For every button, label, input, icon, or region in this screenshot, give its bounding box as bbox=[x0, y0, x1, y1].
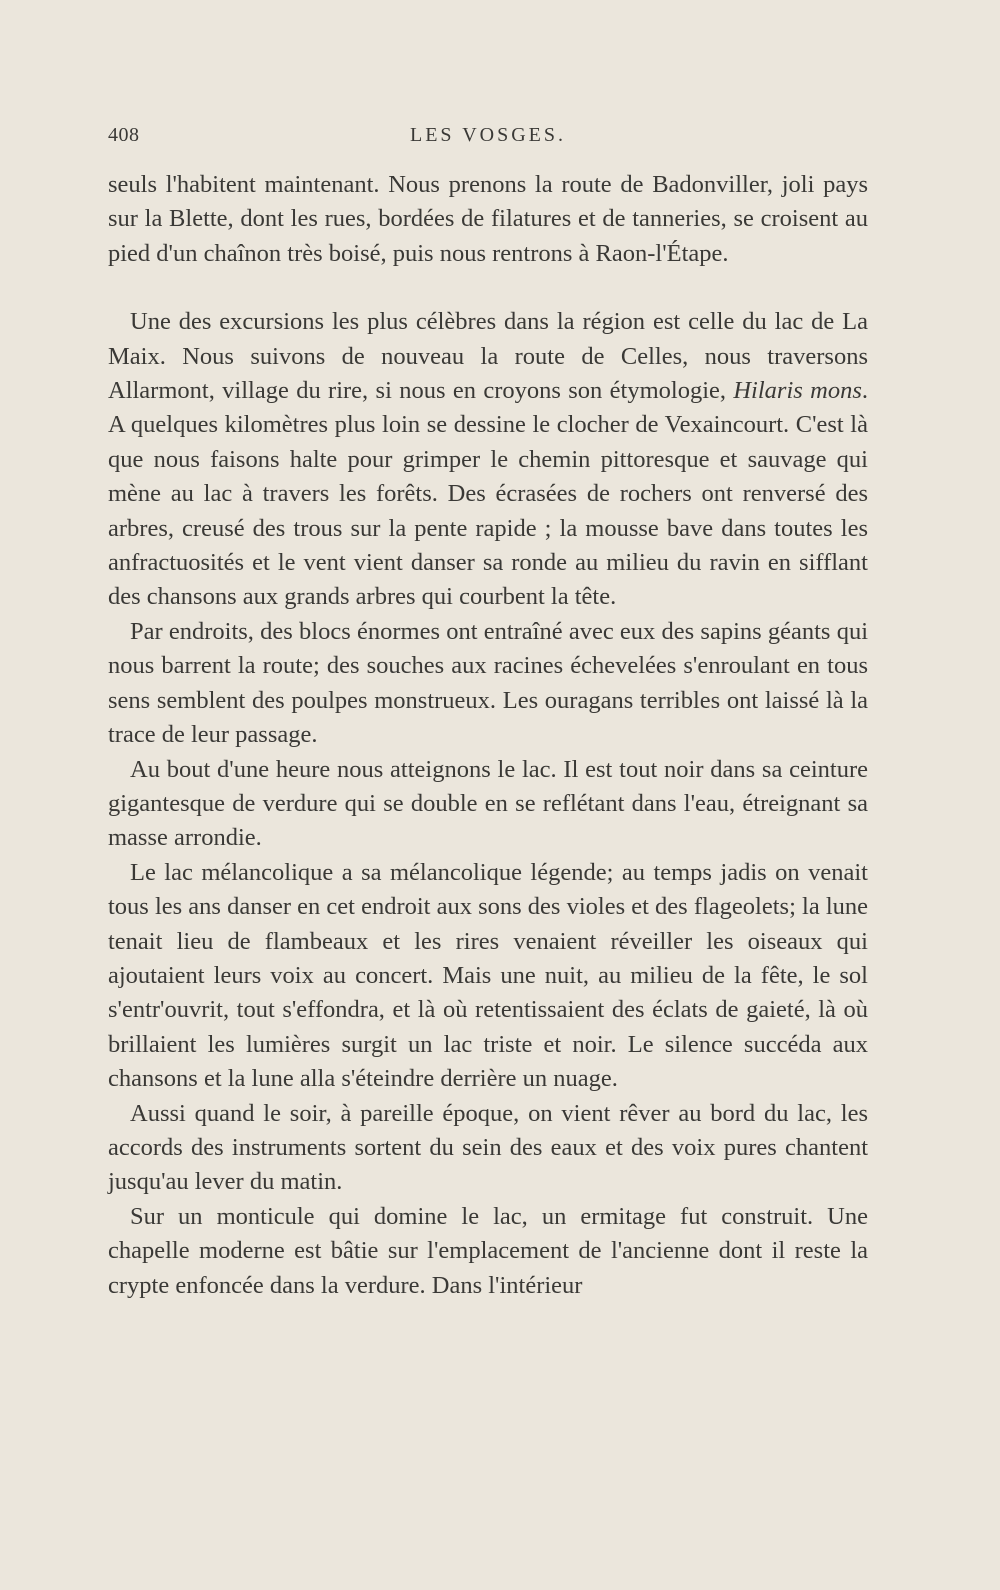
paragraph-2-after: . A quelques kilomètres plus loin se dessine le clocher de Vexaincourt. C'est là que nous faisons halte pour grimper le chemin pittoresque et sauvage qui mène au lac à travers les forêts. Des écrasées de rochers ont renversé des arbres, creusé des trous sur la pente rapide ; la mousse bave dans toutes les anfractuosités et le vent vient danser sa ronde au milieu du ravin en sifflant des chansons aux grands arbres qui courbent la tête. bbox=[108, 377, 868, 611]
paragraph-1: seuls l'habitent maintenant. Nous prenons la route de Badonviller, joli pays sur la Blette, dont les rues, bordées de filatures et de tanneries, se croisent au pied d'un chaînon très boisé, puis nous rentrons à Raon-l'Étape. bbox=[108, 171, 868, 267]
body-text bbox=[108, 168, 868, 1303]
page-header bbox=[108, 124, 868, 154]
paragraph-5: Le lac mélancolique a sa mélancolique légende; au temps jadis on venait tous les ans danser en cet endroit aux sons des violes et des flageolets; la lune tenait lieu de flambeaux et les rires venaient réveiller les oiseaux qui ajoutaient leurs voix au concert. Mais une nuit, au milieu de la fête, le sol s'entr'ouvrit, tout s'effondra, et là où retentissaient des éclats de gaieté, là où brillaient les lumières surgit un lac triste et noir. Le silence succéda aux chansons et la lune alla s'éteindre derrière un nuage. bbox=[108, 858, 868, 1093]
paragraph-2-before: Une des excursions les plus célèbres dans la région est celle du lac de La Maix. Nous suivons de nouveau la route de Celles, nous traversons Allarmont, village du rire, si nous en croyons son étymologie, bbox=[108, 308, 868, 405]
paragraph-6: Aussi quand le soir, à pareille époque, on vient rêver au bord du lac, les accords des instruments sortent du sein des eaux et des voix pures chantent jusqu'au lever du matin. bbox=[108, 1099, 868, 1196]
paragraph-2 bbox=[108, 305, 868, 615]
running-title: LES VOSGES. bbox=[410, 124, 566, 146]
paragraph-3: Par endroits, des blocs énormes ont entraîné avec eux des sapins géants qui nous barrent la route; des souches aux racines échevelées s'enroulant en tous sens semblent des poulpes monstrueux. Les ouragans terribles ont laissé là la trace de leur passage. bbox=[108, 617, 868, 749]
page-number: 408 bbox=[108, 124, 140, 146]
paragraph-7: Sur un monticule qui domine le lac, un ermitage fut construit. Une chapelle moderne est bâtie sur l'emplacement de l'ancienne dont il reste la crypte enfoncée dans la verdure. Dans l'intérieur bbox=[108, 1202, 868, 1299]
latin-etymology: Hilaris mons bbox=[733, 377, 862, 405]
paragraph-4: Au bout d'une heure nous atteignons le lac. Il est tout noir dans sa ceinture gigantesque de verdure qui se double en se reflétant dans l'eau, étreignant sa masse arrondie. bbox=[108, 755, 868, 852]
